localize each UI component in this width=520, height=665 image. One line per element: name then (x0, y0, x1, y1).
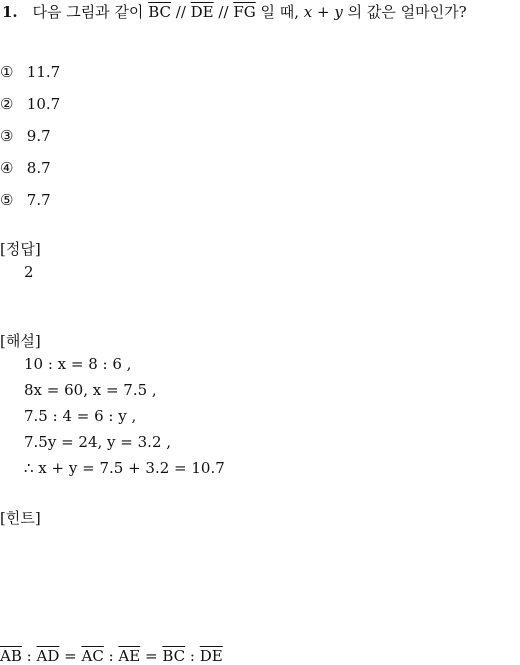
question-mid: 일 때, (260, 3, 300, 21)
choice-text: 7.7 (26, 191, 51, 209)
choice-text: 9.7 (26, 127, 51, 145)
question-intro: 다음 그림과 같이 (32, 3, 144, 21)
parallel-sign: // (175, 3, 186, 21)
explanation-label: [해설] (0, 332, 41, 350)
explanation-line: 8x = 60, x = 7.5 , (24, 381, 157, 399)
explanation-line: 10 : x = 8 : 6 , (24, 355, 132, 373)
choice-marker: ③ (0, 127, 14, 145)
choice-marker: ⑤ (0, 191, 14, 209)
choice-4[interactable] (0, 159, 51, 177)
question-expression: x + y (303, 3, 343, 21)
segment-ad: $\overline{AD}$ (36, 647, 60, 665)
answer-label: [정답] (0, 240, 41, 258)
explanation-line: 7.5 : 4 = 6 : y , (24, 407, 137, 425)
equals-sign: = (64, 647, 77, 665)
choice-text: 8.7 (26, 159, 51, 177)
choice-marker: ① (0, 63, 14, 81)
choice-1[interactable] (0, 63, 60, 81)
segment-de: $\overline{DE}$ (199, 647, 223, 665)
ratio-sign: : (26, 647, 32, 665)
parallel-sign: // (218, 3, 229, 21)
choice-text: 11.7 (26, 63, 61, 81)
segment-fg: $\overline{FG}$ (233, 3, 256, 21)
segment-ae: $\overline{AE}$ (118, 647, 141, 665)
answer-value: 2 (24, 263, 34, 281)
hint-label: [힌트] (0, 509, 41, 527)
explanation-line: ∴ x + y = 7.5 + 3.2 = 10.7 (24, 459, 225, 477)
segment-bc: $\overline{BC}$ (162, 647, 186, 665)
segment-ac: $\overline{AC}$ (81, 647, 104, 665)
segment-de: $\overline{DE}$ (190, 3, 214, 21)
choice-5[interactable] (0, 191, 51, 209)
ratio-sign: : (108, 647, 114, 665)
segment-bc: $\overline{BC}$ (148, 3, 171, 21)
explanation-line: 7.5y = 24, y = 3.2 , (24, 433, 172, 451)
hint-formula (0, 647, 223, 665)
choice-3[interactable] (0, 127, 51, 145)
question-number: 1. (2, 3, 18, 21)
choice-marker: ④ (0, 159, 14, 177)
question-end: 의 값은 얼마인가? (347, 3, 467, 21)
choice-2[interactable] (0, 95, 60, 113)
segment-ab: $\overline{AB}$ (0, 647, 22, 665)
choice-text: 10.7 (26, 95, 61, 113)
choice-marker: ② (0, 95, 14, 113)
question-text (2, 1, 467, 22)
ratio-sign: : (189, 647, 195, 665)
equals-sign: = (145, 647, 158, 665)
